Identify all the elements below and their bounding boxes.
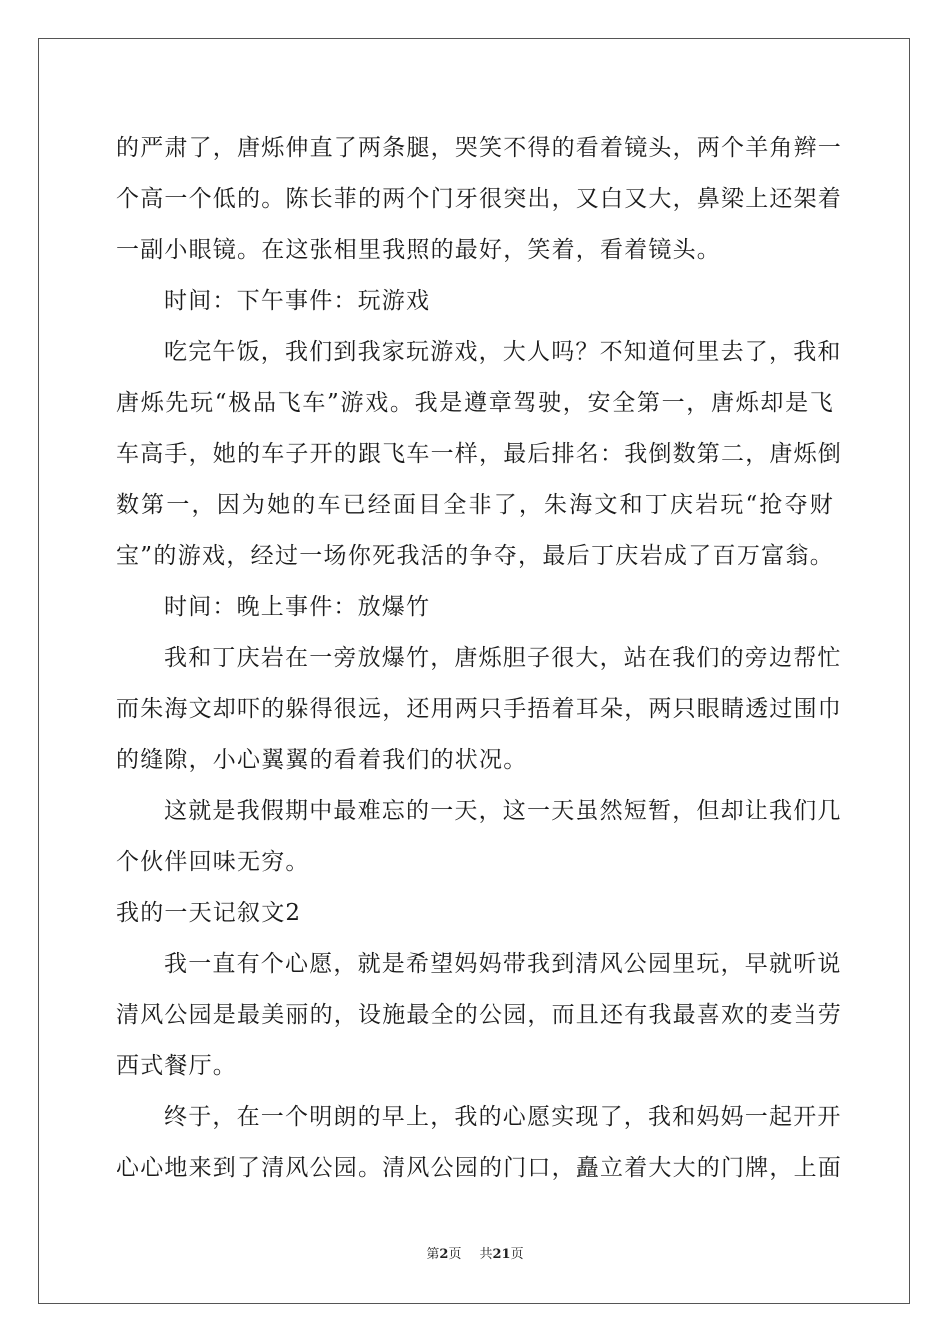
text-line: 吃完午饭，我们到我家玩游戏，大人吗？不知道何里去了，我和 xyxy=(164,339,842,365)
text-line: 的缝隙，小心翼翼的看着我们的状况。 xyxy=(116,747,528,773)
text-line: 而朱海文却吓的躲得很远，还用两只手捂着耳朵，两只眼睛透过围巾 xyxy=(116,696,842,722)
current-page-number: 2 xyxy=(439,1247,449,1262)
text-line: 的严肃了，唐烁伸直了两条腿，哭笑不得的看着镜头，两个羊角辫一 xyxy=(116,135,842,161)
text-line: 一副小眼镜。在这张相里我照的最好，笑着，看着镜头。 xyxy=(116,237,721,263)
text-line: 宝”的游戏，经过一场你死我活的争夺，最后丁庆岩成了百万富翁。 xyxy=(116,543,834,569)
text-line: 终于，在一个明朗的早上，我的心愿实现了，我和妈妈一起开开 xyxy=(164,1104,842,1130)
text-line: 这就是我假期中最难忘的一天，这一天虽然短暂，但却让我们几 xyxy=(164,798,842,824)
text-line: 心心地来到了清风公园。清风公园的门口，矗立着大大的门牌，上面 xyxy=(116,1155,842,1181)
text-line: 我和丁庆岩在一旁放爆竹，唐烁胆子很大，站在我们的旁边帮忙 xyxy=(164,645,842,671)
text-line: 西式餐厅。 xyxy=(116,1053,237,1079)
document-body xyxy=(116,126,842,1197)
text-line: 数第一，因为她的车已经面目全非了，朱海文和丁庆岩玩“抢夺财 xyxy=(116,492,834,518)
section-heading-evening: 时间：晚上事件：放爆竹 xyxy=(164,594,431,620)
total-prefix: 共 xyxy=(479,1247,493,1262)
total-suffix: 页 xyxy=(510,1247,524,1262)
text-line: 清风公园是最美丽的，设施最全的公园，而且还有我最喜欢的麦当劳 xyxy=(116,1002,842,1028)
page-footer xyxy=(0,1247,950,1263)
text-line: 我一直有个心愿，就是希望妈妈带我到清风公园里玩，早就听说 xyxy=(164,951,842,977)
page-suffix: 页 xyxy=(448,1247,462,1262)
text-line: 唐烁先玩“极品飞车”游戏。我是遵章驾驶，安全第一，唐烁却是飞 xyxy=(116,390,834,416)
text-line: 个伙伴回味无穷。 xyxy=(116,849,310,875)
page-prefix: 第 xyxy=(426,1247,440,1262)
total-page-count: 21 xyxy=(492,1247,511,1262)
text-line: 车高手，她的车子开的跟飞车一样，最后排名：我倒数第二，唐烁倒 xyxy=(116,441,842,467)
text-line: 个高一个低的。陈长菲的两个门牙很突出，又白又大，鼻梁上还架着 xyxy=(116,186,842,212)
article-title: 我的一天记叙文2 xyxy=(116,900,302,926)
section-heading-afternoon: 时间：下午事件：玩游戏 xyxy=(164,288,431,314)
